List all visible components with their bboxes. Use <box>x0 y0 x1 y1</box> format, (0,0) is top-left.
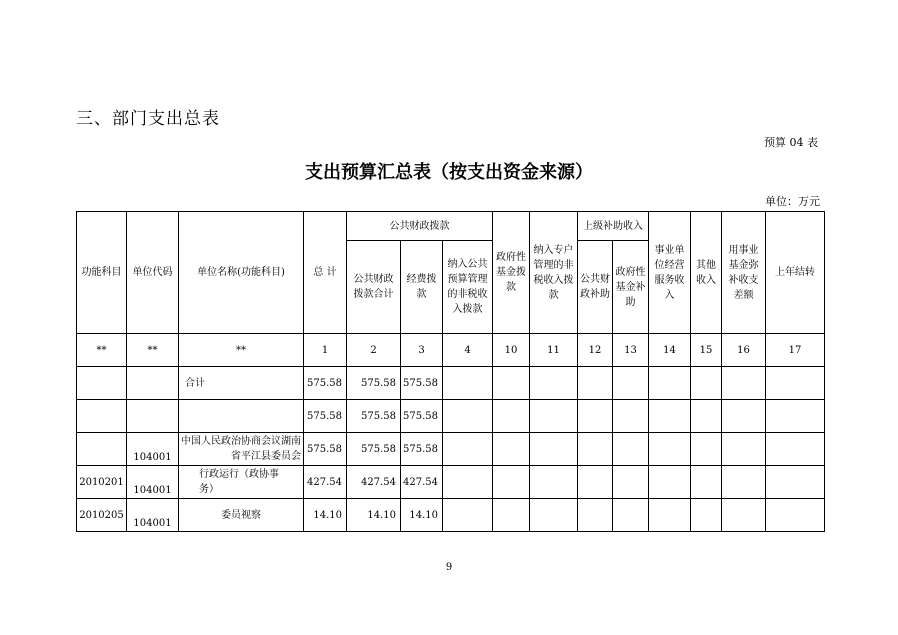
header-total: 总 计 <box>304 212 347 334</box>
header-other-income: 其他收入 <box>691 212 722 334</box>
func-subject-cell <box>77 367 127 400</box>
empty-cell <box>691 367 722 400</box>
header-superior-subsidy: 上级补助收入 <box>578 212 649 241</box>
index-cell: 10 <box>493 334 530 367</box>
table-row <box>77 466 825 499</box>
empty-cell <box>649 367 691 400</box>
table-row <box>77 367 825 400</box>
empty-cell <box>649 433 691 466</box>
empty-cell <box>578 466 613 499</box>
pf-total-cell: 575.58 <box>347 400 401 433</box>
empty-cell <box>766 367 825 400</box>
func-subject-cell <box>77 400 127 433</box>
unit-code-cell: 104001 <box>127 466 179 499</box>
pf-expense-cell: 575.58 <box>401 433 443 466</box>
index-cell: 3 <box>401 334 443 367</box>
header-pf-nontax: 纳入公共预算管理的非税收入拨款 <box>443 241 493 334</box>
empty-cell <box>493 466 530 499</box>
empty-cell <box>722 400 766 433</box>
header-public-finance: 公共财政拨款 <box>347 212 493 241</box>
pf-total-cell: 427.54 <box>347 466 401 499</box>
empty-cell <box>613 367 649 400</box>
header-unit-code: 单位代码 <box>127 212 179 334</box>
budget-table <box>76 211 825 532</box>
index-cell: 12 <box>578 334 613 367</box>
header-pf-expense: 经费拨款 <box>401 241 443 334</box>
header-unit-name: 单位名称(功能科目) <box>179 212 304 334</box>
unit-name-cell <box>179 400 304 433</box>
pf-expense-cell: 575.58 <box>401 400 443 433</box>
header-fund-offset: 用事业基金弥补收支差额 <box>722 212 766 334</box>
pf-expense-cell: 14.10 <box>401 499 443 532</box>
unit-name-cell: 委员视察 <box>179 499 304 532</box>
empty-cell <box>578 499 613 532</box>
pf-expense-cell: 427.54 <box>401 466 443 499</box>
index-cell: 13 <box>613 334 649 367</box>
empty-cell <box>766 400 825 433</box>
empty-cell <box>722 433 766 466</box>
unit-name-cell: 合计 <box>179 367 304 400</box>
page-number: 9 <box>445 562 453 573</box>
section-title: 三、部门支出总表 <box>76 109 220 129</box>
empty-cell <box>691 466 722 499</box>
func-subject-cell: 2010205 <box>77 499 127 532</box>
header-func-subject: 功能科目 <box>77 212 127 334</box>
unit-name-cell: 中国人民政治协商会议湖南省平江县委员会 <box>179 433 304 466</box>
empty-cell <box>691 400 722 433</box>
table-row <box>77 499 825 532</box>
index-cell: 1 <box>304 334 347 367</box>
total-cell: 14.10 <box>304 499 347 532</box>
total-cell: 575.58 <box>304 433 347 466</box>
index-cell: 14 <box>649 334 691 367</box>
empty-cell <box>722 367 766 400</box>
pf-total-cell: 575.58 <box>347 367 401 400</box>
pf-total-cell: 575.58 <box>347 433 401 466</box>
empty-cell <box>649 499 691 532</box>
index-cell: 16 <box>722 334 766 367</box>
empty-cell <box>722 499 766 532</box>
unit-code-cell <box>127 367 179 400</box>
empty-cell <box>443 400 493 433</box>
index-cell: 11 <box>530 334 578 367</box>
empty-cell <box>578 400 613 433</box>
unit-code-cell: 104001 <box>127 499 179 532</box>
empty-cell <box>578 433 613 466</box>
header-sub-public: 公共财政补助 <box>578 241 613 334</box>
empty-cell <box>443 367 493 400</box>
empty-cell <box>722 466 766 499</box>
index-cell: ** <box>77 334 127 367</box>
empty-cell <box>613 499 649 532</box>
empty-cell <box>649 466 691 499</box>
empty-cell <box>530 433 578 466</box>
index-row <box>77 334 825 367</box>
empty-cell <box>530 466 578 499</box>
index-cell: 15 <box>691 334 722 367</box>
header-gov-fund: 政府性基金拨款 <box>493 212 530 334</box>
index-cell: 4 <box>443 334 493 367</box>
empty-cell <box>766 499 825 532</box>
total-cell: 575.58 <box>304 367 347 400</box>
header-carryover: 上年结转 <box>766 212 825 334</box>
empty-cell <box>443 499 493 532</box>
empty-cell <box>613 466 649 499</box>
empty-cell <box>530 367 578 400</box>
pf-total-cell: 14.10 <box>347 499 401 532</box>
unit-code-cell: 104001 <box>127 433 179 466</box>
total-cell: 575.58 <box>304 400 347 433</box>
empty-cell <box>493 400 530 433</box>
empty-cell <box>530 499 578 532</box>
total-cell: 427.54 <box>304 466 347 499</box>
index-cell: ** <box>127 334 179 367</box>
empty-cell <box>691 499 722 532</box>
table-row <box>77 400 825 433</box>
header-pf-total: 公共财政拨款合计 <box>347 241 401 334</box>
empty-cell <box>766 466 825 499</box>
unit-code-cell <box>127 400 179 433</box>
unit-label: 单位：万元 <box>765 195 820 208</box>
func-subject-cell: 2010201 <box>77 466 127 499</box>
table-row <box>77 433 825 466</box>
func-subject-cell <box>77 433 127 466</box>
empty-cell <box>493 499 530 532</box>
unit-name-cell: 行政运行（政协事务） <box>179 466 304 499</box>
empty-cell <box>530 400 578 433</box>
empty-cell <box>443 433 493 466</box>
header-business-income: 事业单位经营服务收入 <box>649 212 691 334</box>
page-title: 支出预算汇总表（按支出资金来源） <box>305 162 593 183</box>
empty-cell <box>443 466 493 499</box>
index-cell: 2 <box>347 334 401 367</box>
empty-cell <box>493 433 530 466</box>
empty-cell <box>613 400 649 433</box>
header-special-nontax: 纳入专户管理的非税收入拨款 <box>530 212 578 334</box>
header-sub-fund: 政府性基金补助 <box>613 241 649 334</box>
index-cell: ** <box>179 334 304 367</box>
empty-cell <box>578 367 613 400</box>
empty-cell <box>649 400 691 433</box>
pf-expense-cell: 575.58 <box>401 367 443 400</box>
empty-cell <box>691 433 722 466</box>
empty-cell <box>493 367 530 400</box>
empty-cell <box>766 433 825 466</box>
empty-cell <box>613 433 649 466</box>
index-cell: 17 <box>766 334 825 367</box>
table-number: 预算 04 表 <box>764 136 818 149</box>
